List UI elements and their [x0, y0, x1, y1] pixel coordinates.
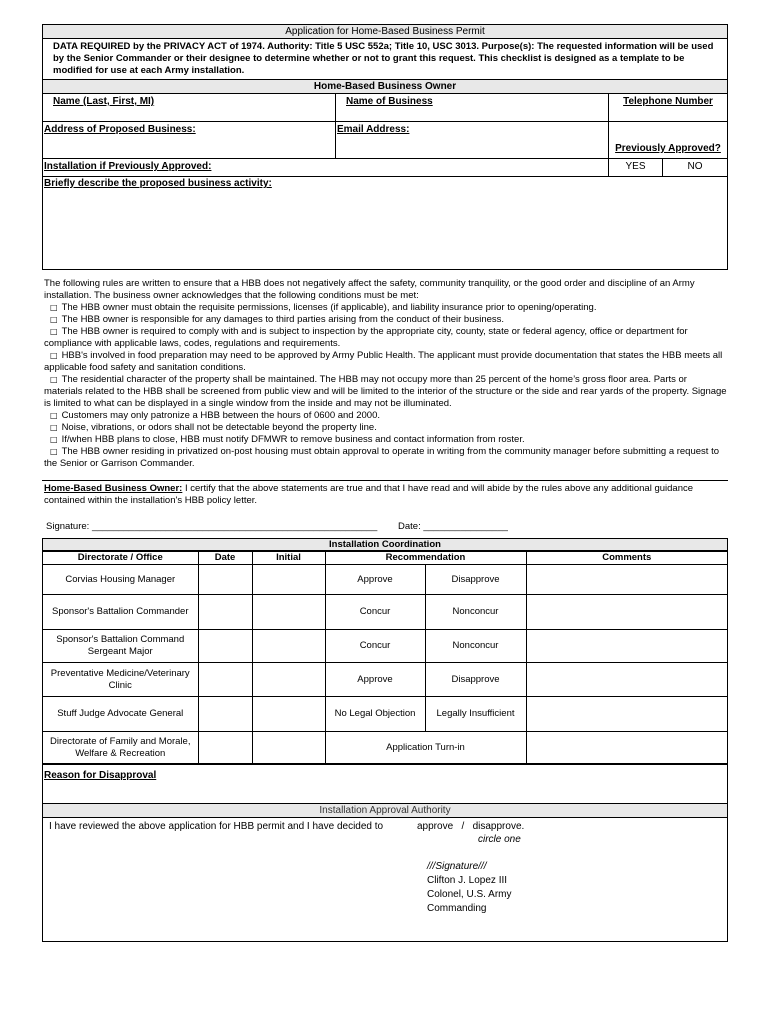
- comments-cell[interactable]: [526, 697, 727, 732]
- coordination-row: [43, 663, 727, 697]
- coordination-row: [43, 697, 727, 732]
- owner-name-field[interactable]: [43, 94, 336, 121]
- approver-name: Clifton J. Lopez III: [427, 875, 508, 886]
- date-cell[interactable]: [198, 663, 252, 697]
- checkbox-icon: □: [50, 315, 58, 324]
- office-name: Sponsor's Battalion Command Sergeant Major: [43, 630, 198, 663]
- form-title: Application for Home-Based Business Permit: [43, 25, 727, 39]
- coordination-row: [43, 565, 727, 595]
- initial-cell[interactable]: [252, 595, 325, 630]
- owner-section: [42, 80, 728, 270]
- comments-cell[interactable]: [526, 565, 727, 595]
- privacy-statement: DATA REQUIRED by the PRIVACY ACT of 1974. Authority: Title 5 USC 552a; Title 10, USC 3013. Purpose(s): The requested information will be used by the Senior Commander or their designee to determine whether or not to grant this request. This checklist is designed as a template to be modified for use at each Army installation.: [53, 41, 714, 76]
- rule-item: [44, 350, 728, 374]
- rules-intro: The following rules are written to ensure that a HBB does not negatively affect the safety, community tranquility, or the good order and discipline of an Army installation. The business owner acknowledges that the following conditions must be met:: [44, 278, 695, 301]
- permit-form: [42, 24, 728, 942]
- rule-item: [44, 302, 728, 314]
- checkbox-icon: □: [50, 303, 58, 312]
- business-description-field[interactable]: [43, 177, 727, 269]
- initial-cell[interactable]: [252, 630, 325, 663]
- col-recommendation: Recommendation: [325, 552, 526, 565]
- recommendation-option[interactable]: Concur: [325, 595, 425, 630]
- date-cell[interactable]: [198, 595, 252, 630]
- rule-text: The HBB owner residing in privatized on-post housing must obtain approval to operate in writing from the community manager before submitting a request to the Senior or Garrison Commander.: [44, 446, 719, 469]
- recommendation-option[interactable]: Approve: [325, 663, 425, 697]
- previously-approved-label: Previously Approved?: [615, 143, 721, 154]
- comments-cell[interactable]: [526, 595, 727, 630]
- certify-text: I certify that the above statements are true and that I have read and will abide by the rules above any additional guidance contained within the installation's HBB policy letter.: [44, 483, 694, 506]
- initial-cell[interactable]: [252, 732, 325, 764]
- recommendation-option[interactable]: Legally Insufficient: [425, 697, 526, 732]
- approval-header: Installation Approval Authority: [43, 804, 727, 818]
- recommendation-option[interactable]: Approve: [325, 565, 425, 595]
- business-name-field[interactable]: [336, 94, 609, 121]
- approver-role: Commanding: [427, 903, 487, 914]
- rule-item: [44, 446, 728, 470]
- col-initial: Initial: [252, 552, 325, 565]
- owner-name-label: Name (Last, First, MI): [53, 96, 155, 107]
- rule-text: HBB's involved in food preparation may need to be approved by Army Public Health. The applicant must provide documentation that states the HBB meets all applicable food safety and sanitation conditions.: [44, 350, 723, 373]
- rule-text: Noise, vibrations, or odors shall not be detectable beyond the property line.: [61, 422, 377, 433]
- date-cell[interactable]: [198, 565, 252, 595]
- email-label: Email Address:: [337, 124, 410, 135]
- rule-item: [44, 422, 728, 434]
- checkbox-icon: □: [50, 327, 58, 336]
- telephone-field[interactable]: [609, 94, 727, 121]
- coordination-row: [43, 595, 727, 630]
- yes-option[interactable]: YES: [609, 159, 663, 176]
- checkbox-icon: □: [50, 375, 58, 384]
- office-name: Sponsor's Battalion Commander: [43, 595, 198, 630]
- checkbox-icon: □: [50, 435, 58, 444]
- owner-section-header: Home-Based Business Owner: [43, 80, 727, 94]
- recommendation-option[interactable]: Nonconcur: [425, 595, 526, 630]
- telephone-label: Telephone Number: [623, 96, 713, 107]
- certify-label: Home-Based Business Owner:: [44, 483, 183, 494]
- address-label: Address of Proposed Business:: [44, 124, 196, 135]
- initial-cell[interactable]: [252, 565, 325, 595]
- rule-item: [44, 434, 728, 446]
- recommendation-option[interactable]: Disapprove: [425, 663, 526, 697]
- rule-text: The HBB owner is responsible for any damages to third parties arising from the conduct of their business.: [61, 314, 505, 325]
- business-description-label: Briefly describe the proposed business activity:: [44, 178, 272, 189]
- coordination-table: [43, 551, 727, 764]
- col-directorate: Directorate / Office: [43, 552, 198, 565]
- initial-cell[interactable]: [252, 697, 325, 732]
- rule-item: [44, 374, 728, 410]
- disapproval-reason-field[interactable]: [42, 764, 728, 804]
- rule-item: [44, 314, 728, 326]
- certification-section: [42, 480, 728, 538]
- col-comments: Comments: [526, 552, 727, 565]
- installation-label: Installation if Previously Approved:: [44, 161, 212, 172]
- comments-cell[interactable]: [526, 663, 727, 697]
- office-name: Stuff Judge Advocate General: [43, 697, 198, 732]
- business-name-label: Name of Business: [346, 96, 433, 107]
- approval-choice[interactable]: approve / disapprove.: [417, 821, 525, 832]
- installation-field[interactable]: [43, 159, 609, 176]
- checkbox-icon: □: [50, 411, 58, 420]
- rule-text: If/when HBB plans to close, HBB must notify DFMWR to remove business and contact information from roster.: [61, 434, 525, 445]
- comments-cell[interactable]: [526, 732, 727, 764]
- initial-cell[interactable]: [252, 663, 325, 697]
- rule-item: [44, 326, 728, 350]
- recommendation-option[interactable]: Nonconcur: [425, 630, 526, 663]
- approver-rank: Colonel, U.S. Army: [427, 889, 512, 900]
- rule-text: The HBB owner must obtain the requisite permissions, licenses (if applicable), and liability insurance prior to opening/operating.: [61, 302, 597, 313]
- date-cell[interactable]: [198, 630, 252, 663]
- date-cell[interactable]: [198, 732, 252, 764]
- checkbox-icon: □: [50, 423, 58, 432]
- recommendation-option[interactable]: Application Turn-in: [325, 732, 526, 764]
- checkbox-icon: □: [50, 351, 58, 360]
- approval-section: [42, 804, 728, 942]
- recommendation-option[interactable]: Disapprove: [425, 565, 526, 595]
- signature-line[interactable]: Signature: ______________________________________________________: [46, 521, 378, 532]
- col-date: Date: [198, 552, 252, 565]
- date-cell[interactable]: [198, 697, 252, 732]
- circle-one-note: circle one: [478, 834, 521, 845]
- address-field[interactable]: [43, 122, 336, 158]
- rule-text: Customers may only patronize a HBB between the hours of 0600 and 2000.: [61, 410, 381, 421]
- rules-section: [42, 270, 728, 480]
- office-name: Directorate of Family and Morale, Welfare & Recreation: [43, 732, 198, 764]
- comments-cell[interactable]: [526, 630, 727, 663]
- recommendation-option[interactable]: No Legal Objection: [325, 697, 425, 732]
- rule-text: The HBB owner is required to comply with and is subject to inspection by the appropriate city, county, state or federal agency, office or department for compliance with applicable laws, codes, regulations and requirements.: [44, 326, 688, 349]
- disapproval-label: Reason for Disapproval: [44, 770, 157, 781]
- rule-text: The residential character of the property shall be maintained. The HBB may not occupy more than 25 percent of the home’s gross floor area. Parts or materials related to the HBB shall be screened from public view and will be limited to the interior of the structure or the side and rear yards of the property. Signage is limited to what can be displayed in a single window from the inside and may not be illuminated.: [44, 374, 727, 409]
- recommendation-option[interactable]: Concur: [325, 630, 425, 663]
- coordination-section: [42, 538, 728, 764]
- email-field[interactable]: [336, 122, 609, 158]
- approver-signature: ///Signature///: [427, 861, 487, 872]
- office-name: Preventative Medicine/Veterinary Clinic: [43, 663, 198, 697]
- previously-approved-cell: [609, 122, 727, 158]
- rules-list: [44, 302, 728, 470]
- approval-statement: I have reviewed the above application for HBB permit and I have decided to: [49, 821, 384, 832]
- coordination-header: Installation Coordination: [43, 539, 727, 551]
- coordination-row: [43, 630, 727, 663]
- form-header: [42, 24, 728, 80]
- coordination-row: [43, 732, 727, 764]
- checkbox-icon: □: [50, 447, 58, 456]
- office-name: Corvias Housing Manager: [43, 565, 198, 595]
- date-line[interactable]: Date: ________________: [398, 521, 508, 532]
- rule-item: [44, 410, 728, 422]
- no-option[interactable]: NO: [687, 161, 703, 172]
